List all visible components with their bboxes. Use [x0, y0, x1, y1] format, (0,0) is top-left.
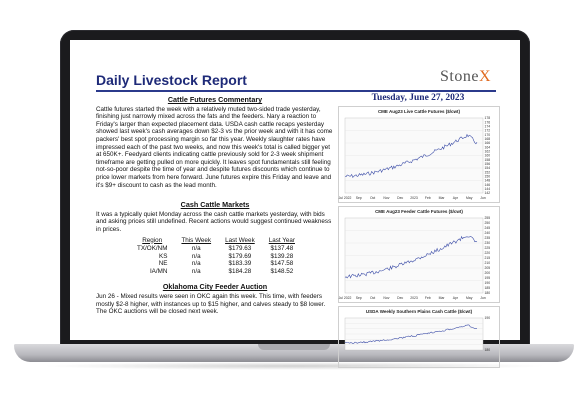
column-header: This Week: [181, 236, 212, 244]
cash-cattle-chart: [338, 306, 500, 368]
y-tick-label: 162: [484, 149, 491, 154]
y-tick-label: 170: [484, 132, 491, 137]
table-cell: IA/MN: [149, 267, 168, 275]
x-tick-label: Oct: [369, 196, 376, 200]
live-cattle-chart: [338, 106, 500, 203]
x-tick-label: Feb: [424, 196, 431, 200]
x-tick-label: May: [465, 296, 473, 300]
x-tick-label: Apr: [452, 296, 459, 300]
table-cell: $148.52: [270, 267, 294, 275]
y-tick-label: 215: [484, 256, 491, 261]
x-tick-label: Sep: [355, 296, 362, 300]
logo-text: Stone: [440, 68, 479, 85]
stonex-logo: [440, 68, 491, 86]
y-tick-label: 164: [484, 145, 491, 150]
left-column: [96, 93, 334, 318]
y-tick-label: 200: [484, 271, 491, 276]
y-tick-label: 240: [484, 231, 491, 236]
y-tick-label: 150: [484, 174, 491, 179]
right-column: [338, 93, 498, 368]
y-tick-label: 190: [484, 316, 491, 321]
y-tick-label: 230: [484, 241, 491, 246]
cash-prices-table: [130, 237, 302, 276]
table-cell: $137.48: [270, 245, 294, 253]
table-cell: TX/OK/NM: [137, 245, 168, 253]
x-tick-label: Mar: [438, 296, 445, 300]
feeder-cattle-plot: [339, 214, 497, 302]
commentary-heading: Cattle Futures Commentary: [167, 95, 263, 104]
y-tick-label: 178: [484, 116, 491, 121]
y-tick-label: 180: [484, 348, 491, 353]
x-tick-label: Jun: [480, 296, 486, 300]
x-tick-label: Oct: [369, 296, 376, 300]
y-tick-label: 168: [484, 137, 491, 142]
x-tick-label: Mar: [438, 196, 445, 200]
x-tick-label: Nov: [383, 296, 390, 300]
x-tick-label: Jul 2022: [338, 296, 352, 300]
table-cell: NE: [158, 260, 168, 268]
x-tick-label: Apr: [452, 196, 459, 200]
y-tick-label: 185: [484, 286, 491, 291]
y-tick-label: 174: [484, 124, 491, 129]
y-tick-label: 190: [484, 281, 491, 286]
table-cell: $139.28: [270, 252, 294, 260]
column-header: Region: [142, 236, 163, 244]
y-tick-label: 144: [484, 187, 491, 192]
y-tick-label: 195: [484, 276, 491, 281]
y-tick-label: 176: [484, 120, 491, 125]
column-header: Last Week: [225, 236, 255, 244]
y-tick-label: 255: [484, 216, 491, 221]
commentary-text: Cattle futures started the week with a relatively muted two-sided trade yesterday, finishing just narrowly mixed across the fats and the feeders. Nary a reaction to Friday's larger than expected placement data. USDA cash cattle recaps yesterday showed last week's cash averages down $2-3 vs the prior week and with it has come packers' best spot processing margin so far this year. Weekly slaughter rates have impressed each of the past two weeks, and now this week's total is called bigger yet at 650K+. Feedyard clients indicating cattle previously sold for 2-3 week shipment timeframe are getting pulled on more quickly. It leaves spot fundamentals still feeling not-so-poor despite the time of year and despite futures discounts which continue to price lower markets from here forward. June futures expire this Friday and leave and it's $9+ discount to cash as the lead month.: [96, 105, 333, 189]
x-tick-label: Dec: [397, 196, 404, 200]
chart-title: CME Aug23 Live Cattle Futures ($/cwt): [377, 109, 461, 114]
table-cell: $179.63: [228, 245, 252, 253]
y-tick-label: 152: [484, 170, 491, 175]
cash-markets-text: It was a typically quiet Monday across the cash cattle markets yesterday, with bids and asking prices still undefined. Recent actions would suggest continued weakness in prices.: [96, 210, 332, 233]
column-header: Last Year: [268, 236, 295, 244]
chart-title: CME Aug23 Feeder Cattle Futures ($/cwt): [375, 209, 463, 214]
cash-markets-heading: Cash Cattle Markets: [180, 200, 250, 210]
y-tick-label: 154: [484, 166, 491, 171]
y-tick-label: 205: [484, 266, 491, 271]
table-cell: n/a: [191, 260, 201, 268]
table-cell: KS: [159, 252, 168, 260]
table-cell: n/a: [191, 252, 201, 260]
y-tick-label: 142: [484, 191, 491, 196]
y-tick-label: 148: [484, 178, 491, 183]
x-tick-label: May: [465, 196, 473, 200]
y-tick-label: 146: [484, 182, 491, 187]
table-cell: n/a: [191, 267, 201, 275]
table-cell: $147.58: [270, 260, 294, 268]
x-tick-label: Jul 2022: [338, 196, 352, 200]
y-tick-label: 180: [484, 291, 491, 296]
laptop-screen: [70, 40, 520, 353]
live-cattle-plot: [339, 114, 497, 202]
report-title: Daily Livestock Report: [96, 72, 247, 88]
report-date: Tuesday, June 27, 2023: [371, 93, 465, 103]
table-row: [130, 253, 302, 261]
auction-text: Jun 26 - Mixed results were seen in OKC again this week. This time, with feeders mostly $2-8 higher, with instances up to $15 higher, and calves steady to $8 lower. The OKC auctions will be closed next week.: [96, 293, 326, 316]
auction-heading: Oklahoma City Feeder Auction: [162, 282, 268, 292]
logo-x: X: [478, 68, 492, 85]
y-tick-label: 210: [484, 261, 491, 266]
y-tick-label: 172: [484, 128, 491, 133]
y-tick-label: 250: [484, 221, 491, 226]
y-tick-label: 235: [484, 236, 491, 241]
y-tick-label: 156: [484, 162, 491, 167]
x-tick-label: Sep: [355, 196, 362, 200]
x-tick-label: Dec: [397, 296, 404, 300]
x-tick-label: 2023: [410, 296, 418, 300]
x-tick-label: 2023: [410, 196, 418, 200]
chart-title: USDA Weekly Southern Plains Cash Cattle ($/cwt): [365, 309, 473, 314]
table-row: [130, 260, 302, 268]
feeder-cattle-chart: [338, 206, 500, 303]
x-tick-label: Feb: [424, 296, 431, 300]
table-cell: n/a: [191, 245, 201, 253]
x-tick-label: Nov: [383, 196, 390, 200]
table-row: [130, 245, 302, 253]
y-tick-label: 220: [484, 251, 491, 256]
y-tick-label: 245: [484, 226, 491, 231]
table-row: [130, 268, 302, 276]
title-rule: [96, 90, 496, 92]
y-tick-label: 160: [484, 153, 491, 158]
x-tick-label: Jun: [480, 196, 486, 200]
cash-cattle-plot: [339, 314, 497, 354]
y-tick-label: 166: [484, 141, 491, 146]
table-cell: $183.39: [228, 260, 252, 268]
y-tick-label: 158: [484, 157, 491, 162]
y-tick-label: 225: [484, 246, 491, 251]
table-cell: $184.28: [228, 267, 252, 275]
table-cell: $179.69: [228, 252, 252, 260]
laptop-notch: [258, 344, 330, 350]
table-header-row: [130, 237, 302, 246]
